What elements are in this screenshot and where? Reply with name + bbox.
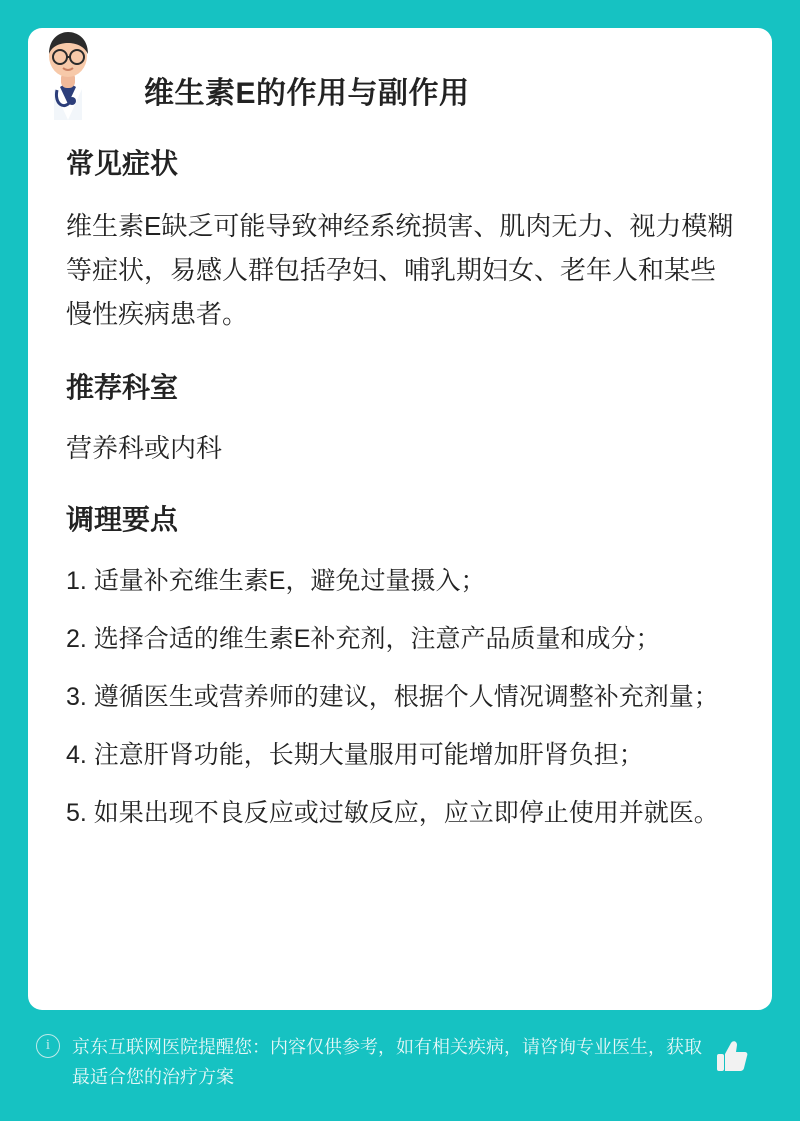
list-item: 1. 适量补充维生素E，避免过量摄入； (66, 567, 486, 595)
section-heading-department: 推荐科室 (66, 372, 179, 403)
content-card (28, 28, 772, 1010)
thumbs-up-icon[interactable] (712, 1036, 752, 1076)
doctor-avatar-icon (24, 24, 112, 120)
care-points-list (66, 560, 734, 834)
list-item: 2. 选择合适的维生素E补充剂，注意产品质量和成分； (66, 625, 661, 653)
section-heading-symptoms: 常见症状 (66, 148, 179, 179)
footer-disclaimer (28, 1024, 772, 1112)
footer-text: 京东互联网医院提醒您：内容仅供参考，如有相关疾病，请咨询专业医生，获取最适合您的治疗方案 (72, 1037, 702, 1087)
list-item: 3. 遵循医生或营养师的建议，根据个人情况调整补充剂量； (66, 683, 719, 711)
page-title: 维生素E的作用与副作用 (144, 77, 470, 110)
list-item: 4. 注意肝肾功能，长期大量服用可能增加肝肾负担； (66, 741, 644, 769)
list-item: 5. 如果出现不良反应或过敏反应，应立即停止使用并就医。 (66, 799, 719, 827)
section-text-department: 营养科或内科 (66, 433, 223, 463)
section-text-symptoms: 维生素E缺乏可能导致神经系统损害、肌肉无力、视力模糊等症状，易感人群包括孕妇、哺乳期妇女、老年人和某些慢性疾病患者。 (66, 211, 734, 329)
section-heading-care-points: 调理要点 (66, 504, 179, 535)
info-circle-icon: i (36, 1034, 60, 1058)
